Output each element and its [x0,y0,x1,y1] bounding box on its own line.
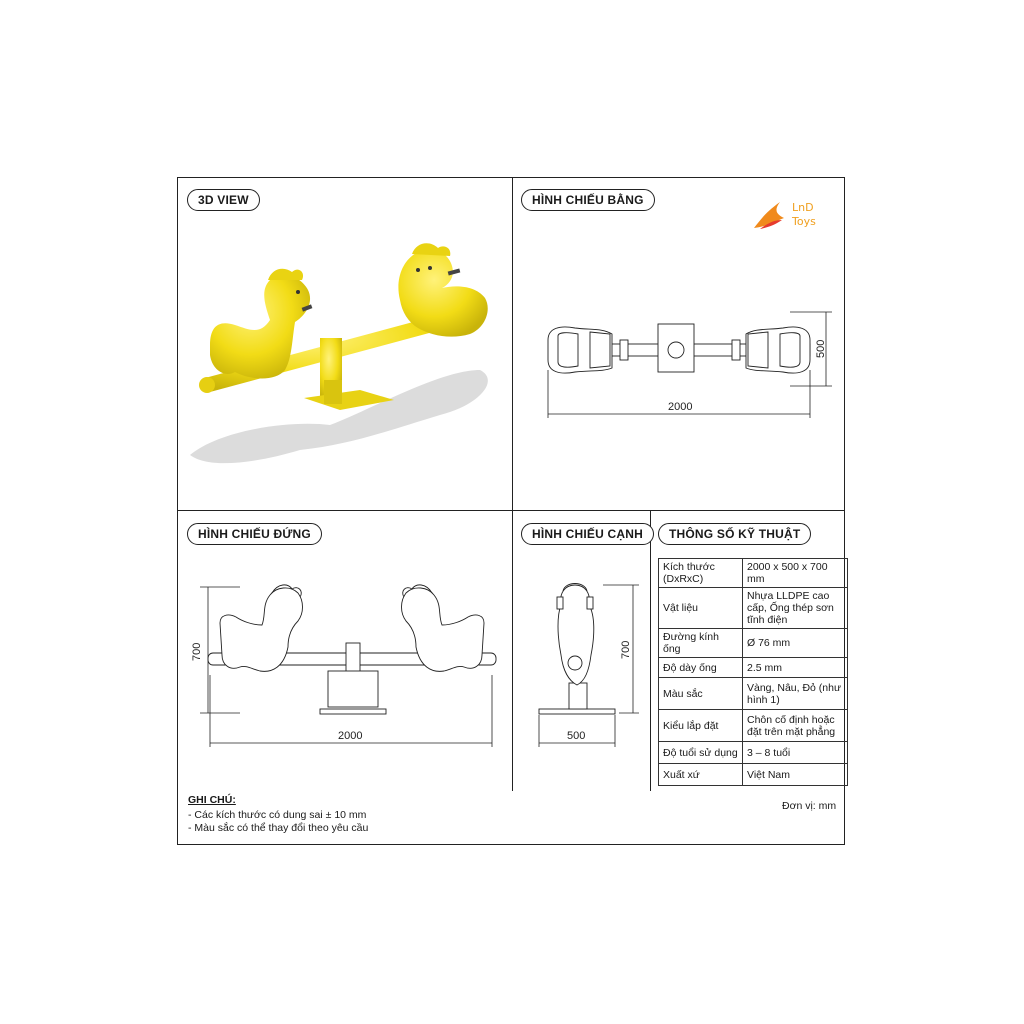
top-view-drawing [520,300,840,430]
front-length-label: 2000 [338,730,363,742]
spec-value: Chôn cố định hoặc đặt trên mặt phẳng [743,710,848,742]
spec-key: Xuất xứ [659,764,743,786]
spec-key: Vật liệu [659,588,743,629]
logo-text-top: LnD [792,201,814,214]
right-horse [398,243,487,336]
side-width-label: 500 [567,730,586,742]
spec-key: Kích thước (DxRxC) [659,559,743,588]
title-side-view: HÌNH CHIẾU CẠNH [521,523,654,545]
spec-value: Ø 76 mm [743,629,848,658]
top-length-label: 2000 [668,401,693,413]
spec-row [659,588,848,629]
spec-key: Đường kính ống [659,629,743,658]
title-front-view: HÌNH CHIẾU ĐỨNG [187,523,322,545]
spec-value: 2.5 mm [743,658,848,678]
divider-vertical-top [512,177,513,511]
spec-row [659,559,848,588]
spec-value: Nhựa LLDPE cao cấp, Ống thép sơn tĩnh điện [743,588,848,629]
spec-key: Màu sắc [659,678,743,710]
divider-vertical-bottom-left [512,510,513,791]
flame-logo-icon [752,196,822,232]
seesaw-3d-illustration [180,230,510,470]
side-post [569,683,587,709]
side-base-plate [539,709,615,714]
spec-row [659,658,848,678]
spec-row [659,742,848,764]
spec-value: 3 – 8 tuổi [743,742,848,764]
unit-label: Đơn vị: mm [782,800,837,812]
note-item: - Các kích thước có dung sai ± 10 mm [188,809,367,821]
front-post-housing [328,671,378,707]
front-view-drawing [180,575,510,755]
spec-row [659,710,848,742]
side-view-drawing [515,575,650,755]
spec-table [658,558,848,786]
spec-value: Vàng, Nâu, Đỏ (như hình 1) [743,678,848,710]
beam-end-left [199,377,215,393]
spec-key: Độ dày ống [659,658,743,678]
brand-logo [752,196,822,232]
spec-row [659,678,848,710]
note-item: - Màu sắc có thể thay đổi theo yêu cầu [188,822,369,834]
notes-title: GHI CHÚ: [188,794,236,806]
spec-value: Việt Nam [743,764,848,786]
spec-key: Kiểu lắp đặt [659,710,743,742]
logo-text-bottom: Toys [792,215,816,228]
spec-key: Độ tuổi sử dụng [659,742,743,764]
top-width-label: 500 [815,339,827,358]
title-3d-view: 3D VIEW [187,189,260,211]
spec-row [659,629,848,658]
front-height-label: 700 [191,642,203,661]
divider-vertical-bottom-right [650,510,651,791]
notes [188,794,368,835]
spec-row [659,764,848,786]
front-base-plate [320,709,386,714]
title-top-view: HÌNH CHIẾU BẰNG [521,189,655,211]
spec-value: 2000 x 500 x 700 mm [743,559,848,588]
title-specs: THÔNG SỐ KỸ THUẬT [658,523,811,545]
side-height-label: 700 [620,640,632,659]
divider-horizontal [177,510,845,511]
